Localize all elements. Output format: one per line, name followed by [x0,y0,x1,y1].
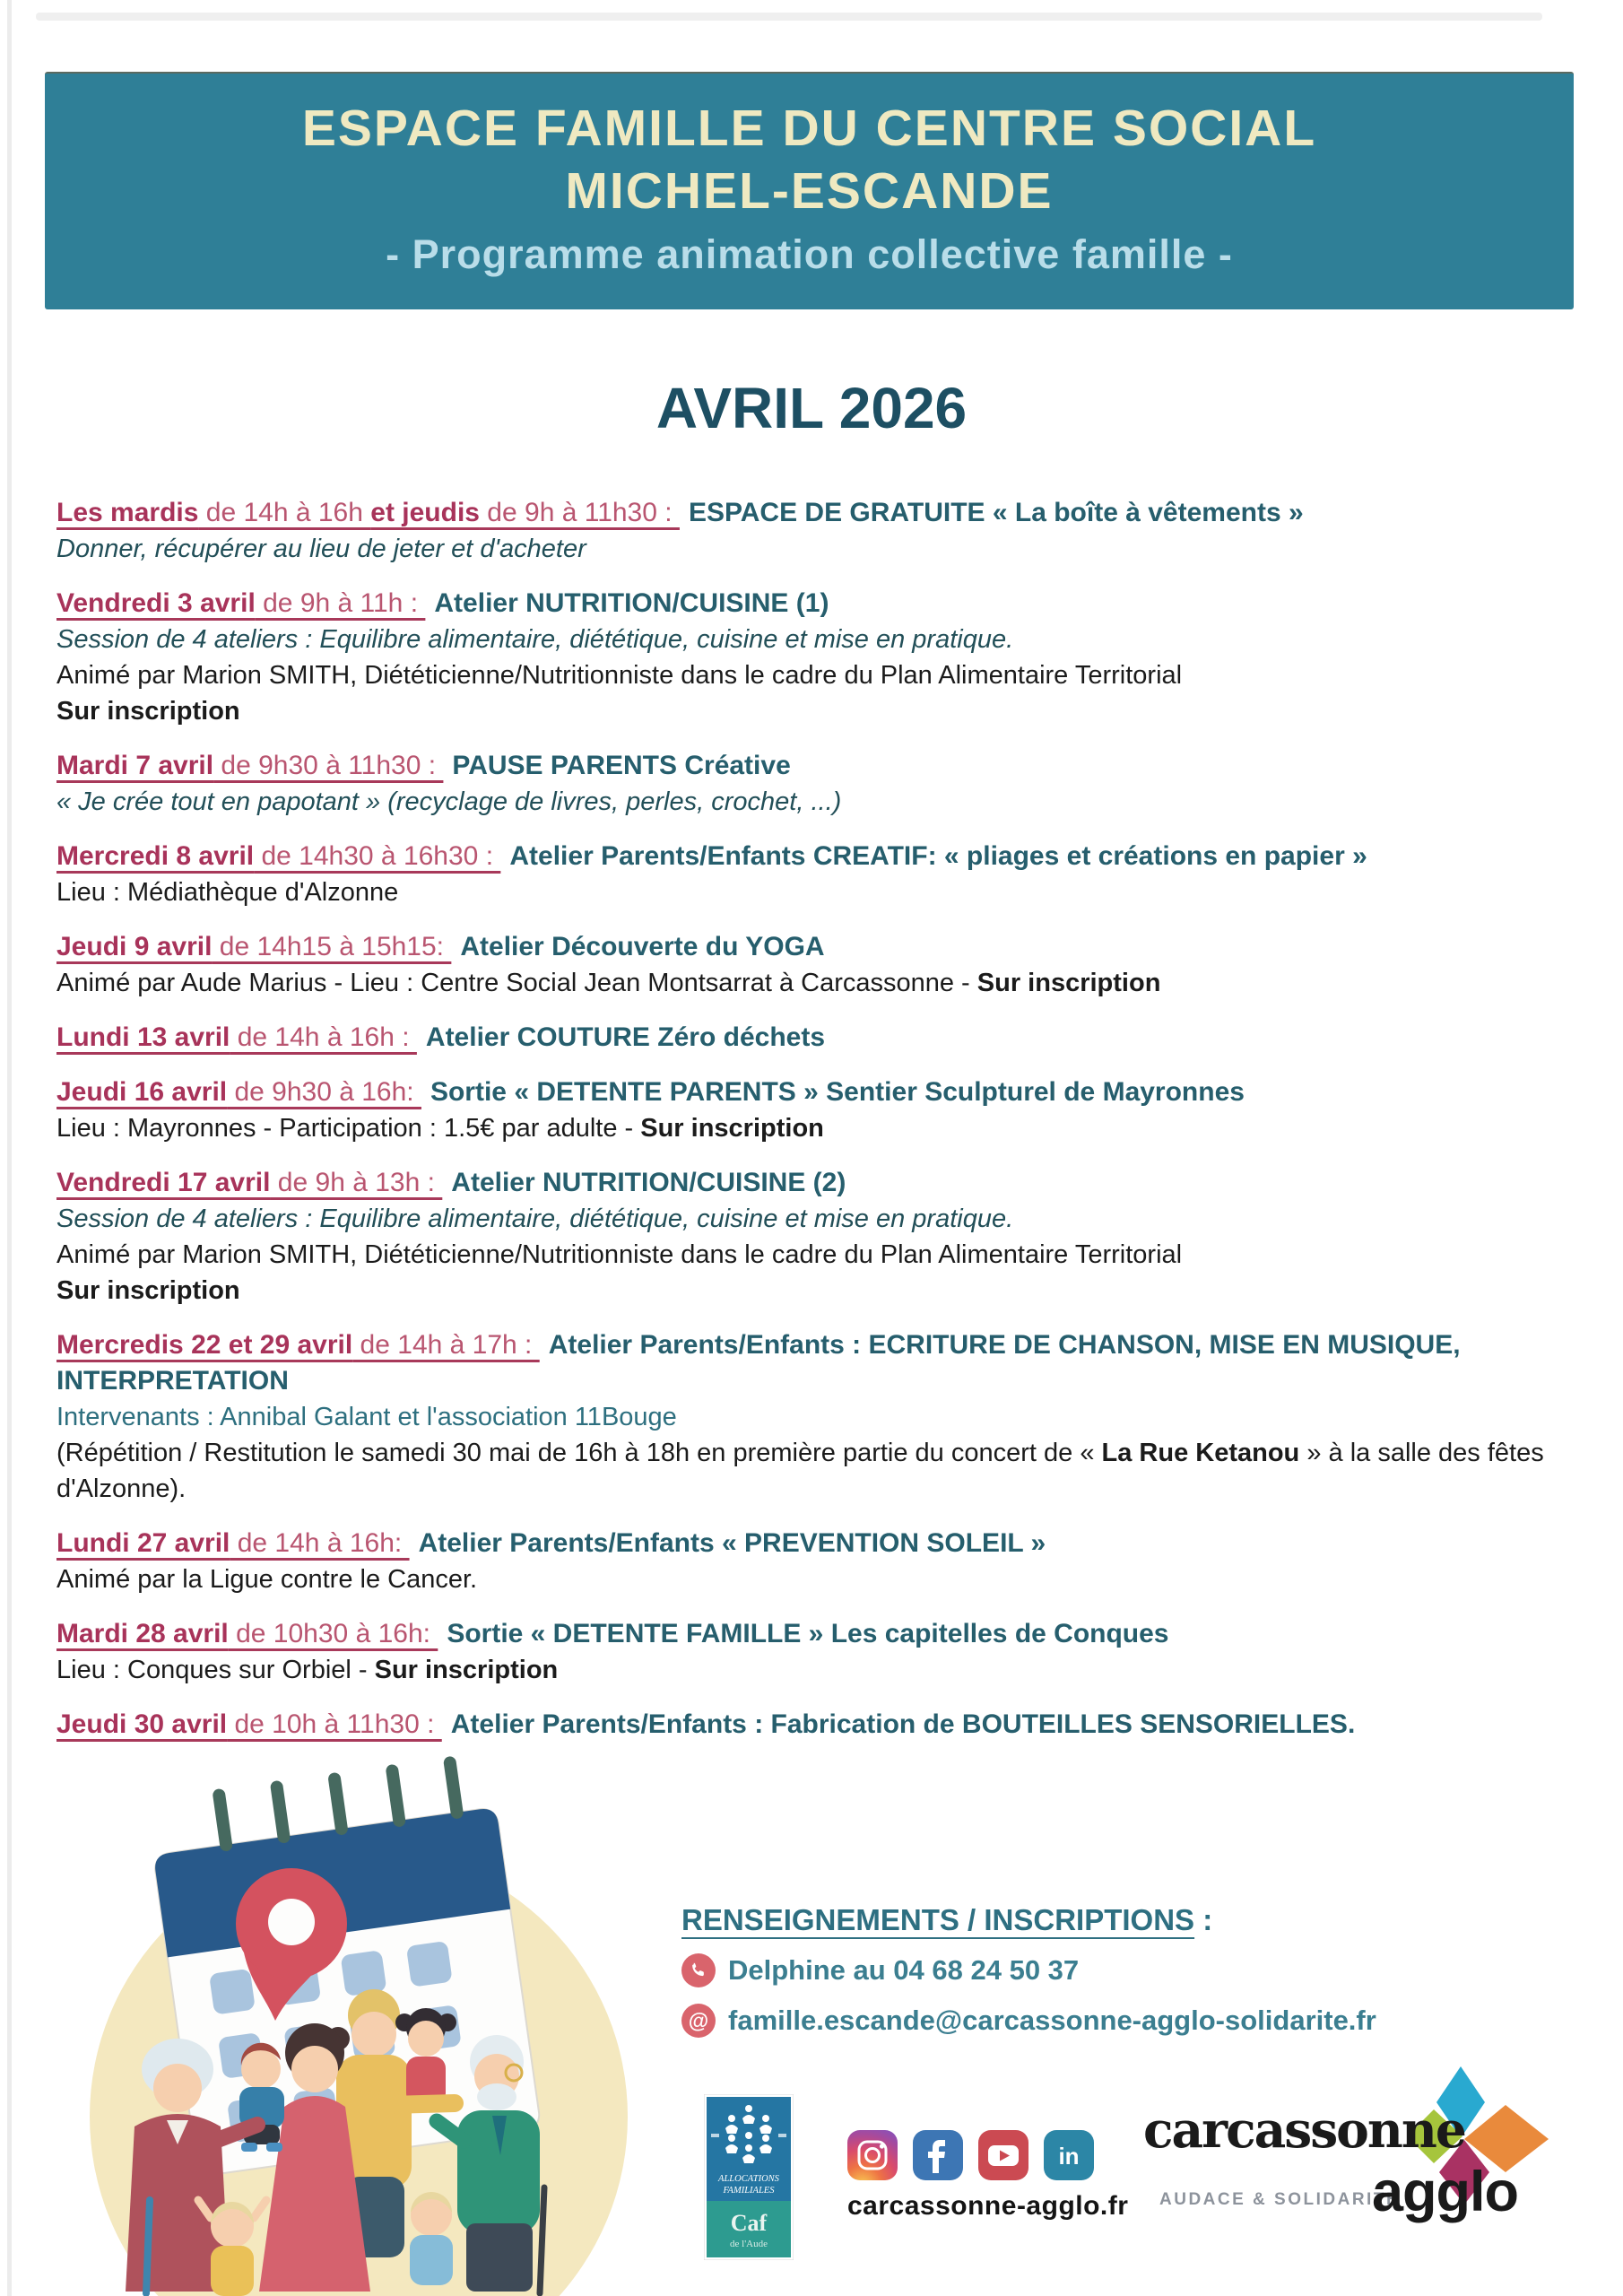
contact-section [681,1903,1376,2038]
event-date: Mercredis 22 et 29 avril de 14h à 17h : [56,1330,540,1360]
event-title: Sortie « DETENTE FAMILLE » Les capitelles de Conques [447,1619,1169,1648]
svg-text:in: in [1058,2143,1080,2170]
event-item [56,1526,1574,1597]
event-item [56,1074,1574,1146]
at-icon: @ [681,2004,716,2038]
scan-artifact [36,13,1542,21]
event-detail-line: Animé par la Ligue contre le Cancer. [56,1565,478,1594]
event-date: Mercredi 8 avril de 14h30 à 16h30 : [56,841,501,871]
event-detail-line: Donner, récupérer au lieu de jeter et d'acheter [56,535,586,563]
contact-phone: Delphine au 04 68 24 50 37 [728,1954,1080,1986]
event-detail-line: Session de 4 ateliers : Equilibre alimentaire, diététique, cuisine et mise en pratique. [56,1205,1014,1233]
event-detail-line: Lieu : Conques sur Orbiel - Sur inscription [56,1656,559,1684]
event-date: Jeudi 16 avril de 9h30 à 16h: [56,1077,421,1107]
caf-sub: de l'Aude [730,2239,768,2249]
event-item [56,839,1574,910]
child-blue-figure [410,2192,453,2285]
banner-title-line1: ESPACE FAMILLE DU CENTRE SOCIAL [301,100,1317,157]
caf-text-line2: FAMILIALES [723,2186,775,2196]
event-detail-line: Session de 4 ateliers : Equilibre alimentaire, diététique, cuisine et mise en pratique. [56,625,1014,654]
event-heading [56,1616,1574,1652]
agglo-wordmark: carcassonne [1143,2100,1465,2159]
event-item [56,495,1574,567]
linkedin-icon [1044,2130,1094,2180]
header-banner [45,72,1574,309]
event-item [56,1616,1574,1688]
contact-phone-line [681,1953,1376,1987]
banner-title-line2: MICHEL-ESCANDE [565,162,1054,220]
phone-icon [681,1953,716,1987]
event-title: Atelier COUTURE Zéro déchets [425,1022,825,1052]
event-heading [56,1074,1574,1110]
event-detail-line: Intervenants : Annibal Galant et l'association 11Bouge [56,1403,677,1431]
banner-subtitle: - Programme animation collective famille - [386,231,1233,277]
event-date: Jeudi 9 avril de 14h15 à 15h15: [56,932,452,961]
family-calendar-illustration [49,1753,677,2296]
event-date: Les mardis de 14h à 16h et jeudis de 9h à 11h30 : [56,498,680,527]
event-item [56,1327,1574,1507]
carcassonne-agglo-logo [1143,2054,1601,2287]
event-heading [56,1526,1574,1561]
event-date: Lundi 13 avril de 14h à 16h : [56,1022,417,1052]
social-links-block [847,2130,1143,2222]
event-detail-line: Lieu : Médiathèque d'Alzonne [56,878,399,907]
website-label: carcassonne-agglo.fr [847,2191,1129,2221]
event-heading [56,748,1574,784]
event-item [56,929,1574,1001]
event-heading [56,929,1574,965]
caf-text-line1: ALLOCATIONS [718,2174,779,2184]
event-title: ESPACE DE GRATUITE « La boîte à vêtements » [688,498,1304,527]
family-illustration-svg [49,1753,677,2296]
events-list [56,495,1574,1761]
event-title: Atelier Parents/Enfants « PREVENTION SOLEIL » [418,1528,1046,1558]
event-heading [56,1165,1574,1201]
event-title: Atelier Parents/Enfants : Fabrication de BOUTEILLES SENSORIELLES. [450,1709,1356,1739]
event-title: Atelier NUTRITION/CUISINE (2) [451,1168,846,1197]
event-title: Atelier Découverte du YOGA [460,932,825,961]
event-date: Mardi 7 avril de 9h30 à 11h30 : [56,751,444,780]
month-title: AVRIL 2026 [655,376,968,440]
facebook-icon [913,2130,963,2180]
event-heading [56,1327,1574,1399]
event-detail-line: Lieu : Mayronnes - Participation : 1.5€ par adulte - Sur inscription [56,1114,824,1143]
caf-brand: Caf [730,2210,768,2236]
event-heading [56,495,1574,531]
event-item [56,1165,1574,1309]
event-title: Atelier NUTRITION/CUISINE (1) [434,588,829,618]
event-detail-line: (Répétition / Restitution le samedi 30 mai de 16h à 18h en première partie du concert de « La Rue Ketanou » à la salle des fêtes d'Alzonne). [56,1439,1544,1503]
event-date: Vendredi 3 avril de 9h à 11h : [56,588,426,618]
event-detail-line: Sur inscription [56,1276,240,1305]
contact-heading: RENSEIGNEMENTS / INSCRIPTIONS : [681,1903,1213,1936]
event-detail-line: Sur inscription [56,697,240,726]
event-item [56,1707,1574,1743]
event-date: Vendredi 17 avril de 9h à 13h : [56,1168,443,1197]
youtube-icon [978,2130,1028,2180]
instagram-icon [847,2130,898,2180]
event-title: Atelier Parents/Enfants CREATIF: « pliages et créations en papier » [509,841,1367,871]
event-item [56,586,1574,729]
event-heading [56,586,1574,622]
contact-email: famille.escande@carcassonne-agglo-solidarite.fr [728,2005,1376,2036]
caf-logo [704,2094,794,2260]
event-title: Sortie « DETENTE PARENTS » Sentier Sculpturel de Mayronnes [430,1077,1245,1107]
event-detail-line: Animé par Marion SMITH, Diététicienne/Nutritionniste dans le cadre du Plan Alimentaire Territorial [56,661,1183,690]
event-date: Mardi 28 avril de 10h30 à 16h: [56,1619,438,1648]
contact-email-line [681,2004,1376,2038]
event-detail-line: Animé par Aude Marius - Lieu : Centre Social Jean Montsarrat à Carcassonne - Sur inscription [56,969,1161,997]
event-date: Jeudi 30 avril de 10h à 11h30 : [56,1709,442,1739]
event-detail-line: « Je crée tout en papotant » (recyclage de livres, perles, crochet, ...) [56,787,842,816]
event-heading [56,839,1574,874]
event-heading [56,1707,1574,1743]
event-item [56,1020,1574,1056]
event-detail-line: Animé par Marion SMITH, Diététicienne/Nutritionniste dans le cadre du Plan Alimentaire Territorial [56,1240,1183,1269]
agglo-tagline: AUDACE & SOLIDARITÉ [1159,2190,1401,2209]
event-title: PAUSE PARENTS Créative [452,751,791,780]
event-date: Lundi 27 avril de 14h à 16h: [56,1528,410,1558]
event-item [56,748,1574,820]
event-heading [56,1020,1574,1056]
agglo-wordmark2: agglo [1372,2161,1518,2223]
contact-heading-text: RENSEIGNEMENTS / INSCRIPTIONS [681,1903,1195,1936]
scan-edge-artifact [7,0,12,2296]
event-title: Atelier Parents/Enfants : ECRITURE DE CHANSON, MISE EN MUSIQUE, INTERPRETATION [56,1330,1461,1396]
